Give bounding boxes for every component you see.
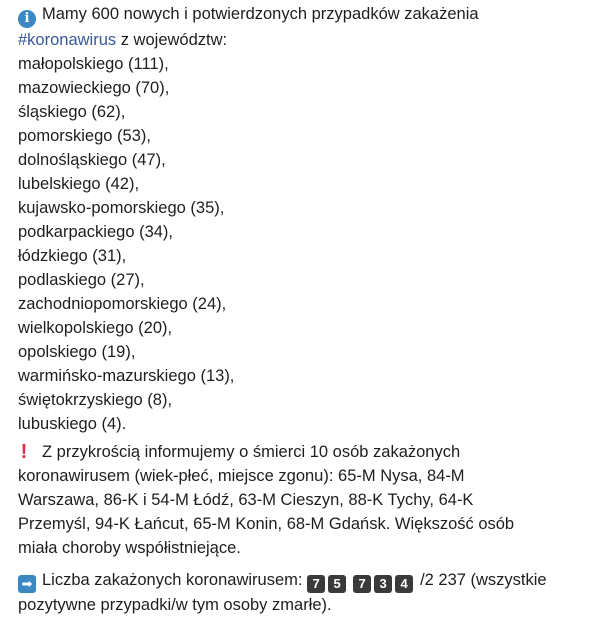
hashtag-link[interactable]: #koronawirus xyxy=(18,31,117,49)
total-line-2: pozytywne przypadki/w tym osoby zmarłe). xyxy=(18,596,332,614)
list-item: podlaskiego (27), xyxy=(18,271,145,289)
list-item: małopolskiego (111), xyxy=(18,55,169,73)
keycap-digit: 3 xyxy=(374,575,392,593)
intro-line xyxy=(18,2,584,28)
keycap-group xyxy=(353,568,416,593)
keycap-group xyxy=(307,568,349,593)
list-item: podkarpackiego (34), xyxy=(18,223,174,241)
keycap-digit: 5 xyxy=(328,575,346,593)
deaths-text: Z przykrością informujemy o śmierci 10 osób zakażonych xyxy=(42,443,461,461)
list-item: lubuskiego (4). xyxy=(18,415,127,433)
right-arrow-icon: ➡ xyxy=(18,575,36,593)
list-item: zachodniopomorskiego (24), xyxy=(18,295,227,313)
list-item: pomorskiego (53), xyxy=(18,127,151,145)
intro-line-2 xyxy=(18,28,584,52)
keycap-digit: 7 xyxy=(307,575,325,593)
list-item: opolskiego (19), xyxy=(18,343,136,361)
list-item: mazowieckiego (70), xyxy=(18,79,170,97)
intro-suffix: z województw: xyxy=(116,31,228,49)
deaths-line: koronawirusem (wiek-płeć, miejsce zgonu): 65-M Nysa, 84-M xyxy=(18,467,465,485)
information-icon: i xyxy=(18,10,36,28)
list-item: warmińsko-mazurskiego (13), xyxy=(18,367,235,385)
region-list xyxy=(18,52,584,436)
list-item: kujawsko-pomorskiego (35), xyxy=(18,199,225,217)
deaths-line: Przemyśl, 94-K Łańcut, 65-M Konin, 68-M Gdańsk. Większość osób xyxy=(18,515,515,533)
deaths-paragraph xyxy=(18,440,584,560)
total-suffix: /2 237 (wszystkie xyxy=(420,571,547,589)
list-item: świętokrzyskiego (8), xyxy=(18,391,173,409)
list-item: łódzkiego (31), xyxy=(18,247,127,265)
total-line xyxy=(18,568,584,593)
list-item: wielkopolskiego (20), xyxy=(18,319,173,337)
list-item: lubelskiego (42), xyxy=(18,175,140,193)
deaths-line: miała choroby współistniejące. xyxy=(18,539,241,557)
list-item: dolnośląskiego (47), xyxy=(18,151,166,169)
keycap-digit: 4 xyxy=(395,575,413,593)
red-exclamation-icon: ! xyxy=(20,441,28,463)
deaths-line: Warszawa, 86-K i 54-M Łódź, 63-M Cieszyn, 88-K Tychy, 64-K xyxy=(18,491,474,509)
intro-prefix: Mamy 600 nowych i potwierdzonych przypadków zakażenia xyxy=(42,5,479,23)
total-prefix: Liczba zakażonych koronawirusem: xyxy=(42,571,303,589)
keycap-digit: 7 xyxy=(353,575,371,593)
total-paragraph xyxy=(18,568,584,617)
deaths-line xyxy=(18,440,584,464)
list-item: śląskiego (62), xyxy=(18,103,126,121)
